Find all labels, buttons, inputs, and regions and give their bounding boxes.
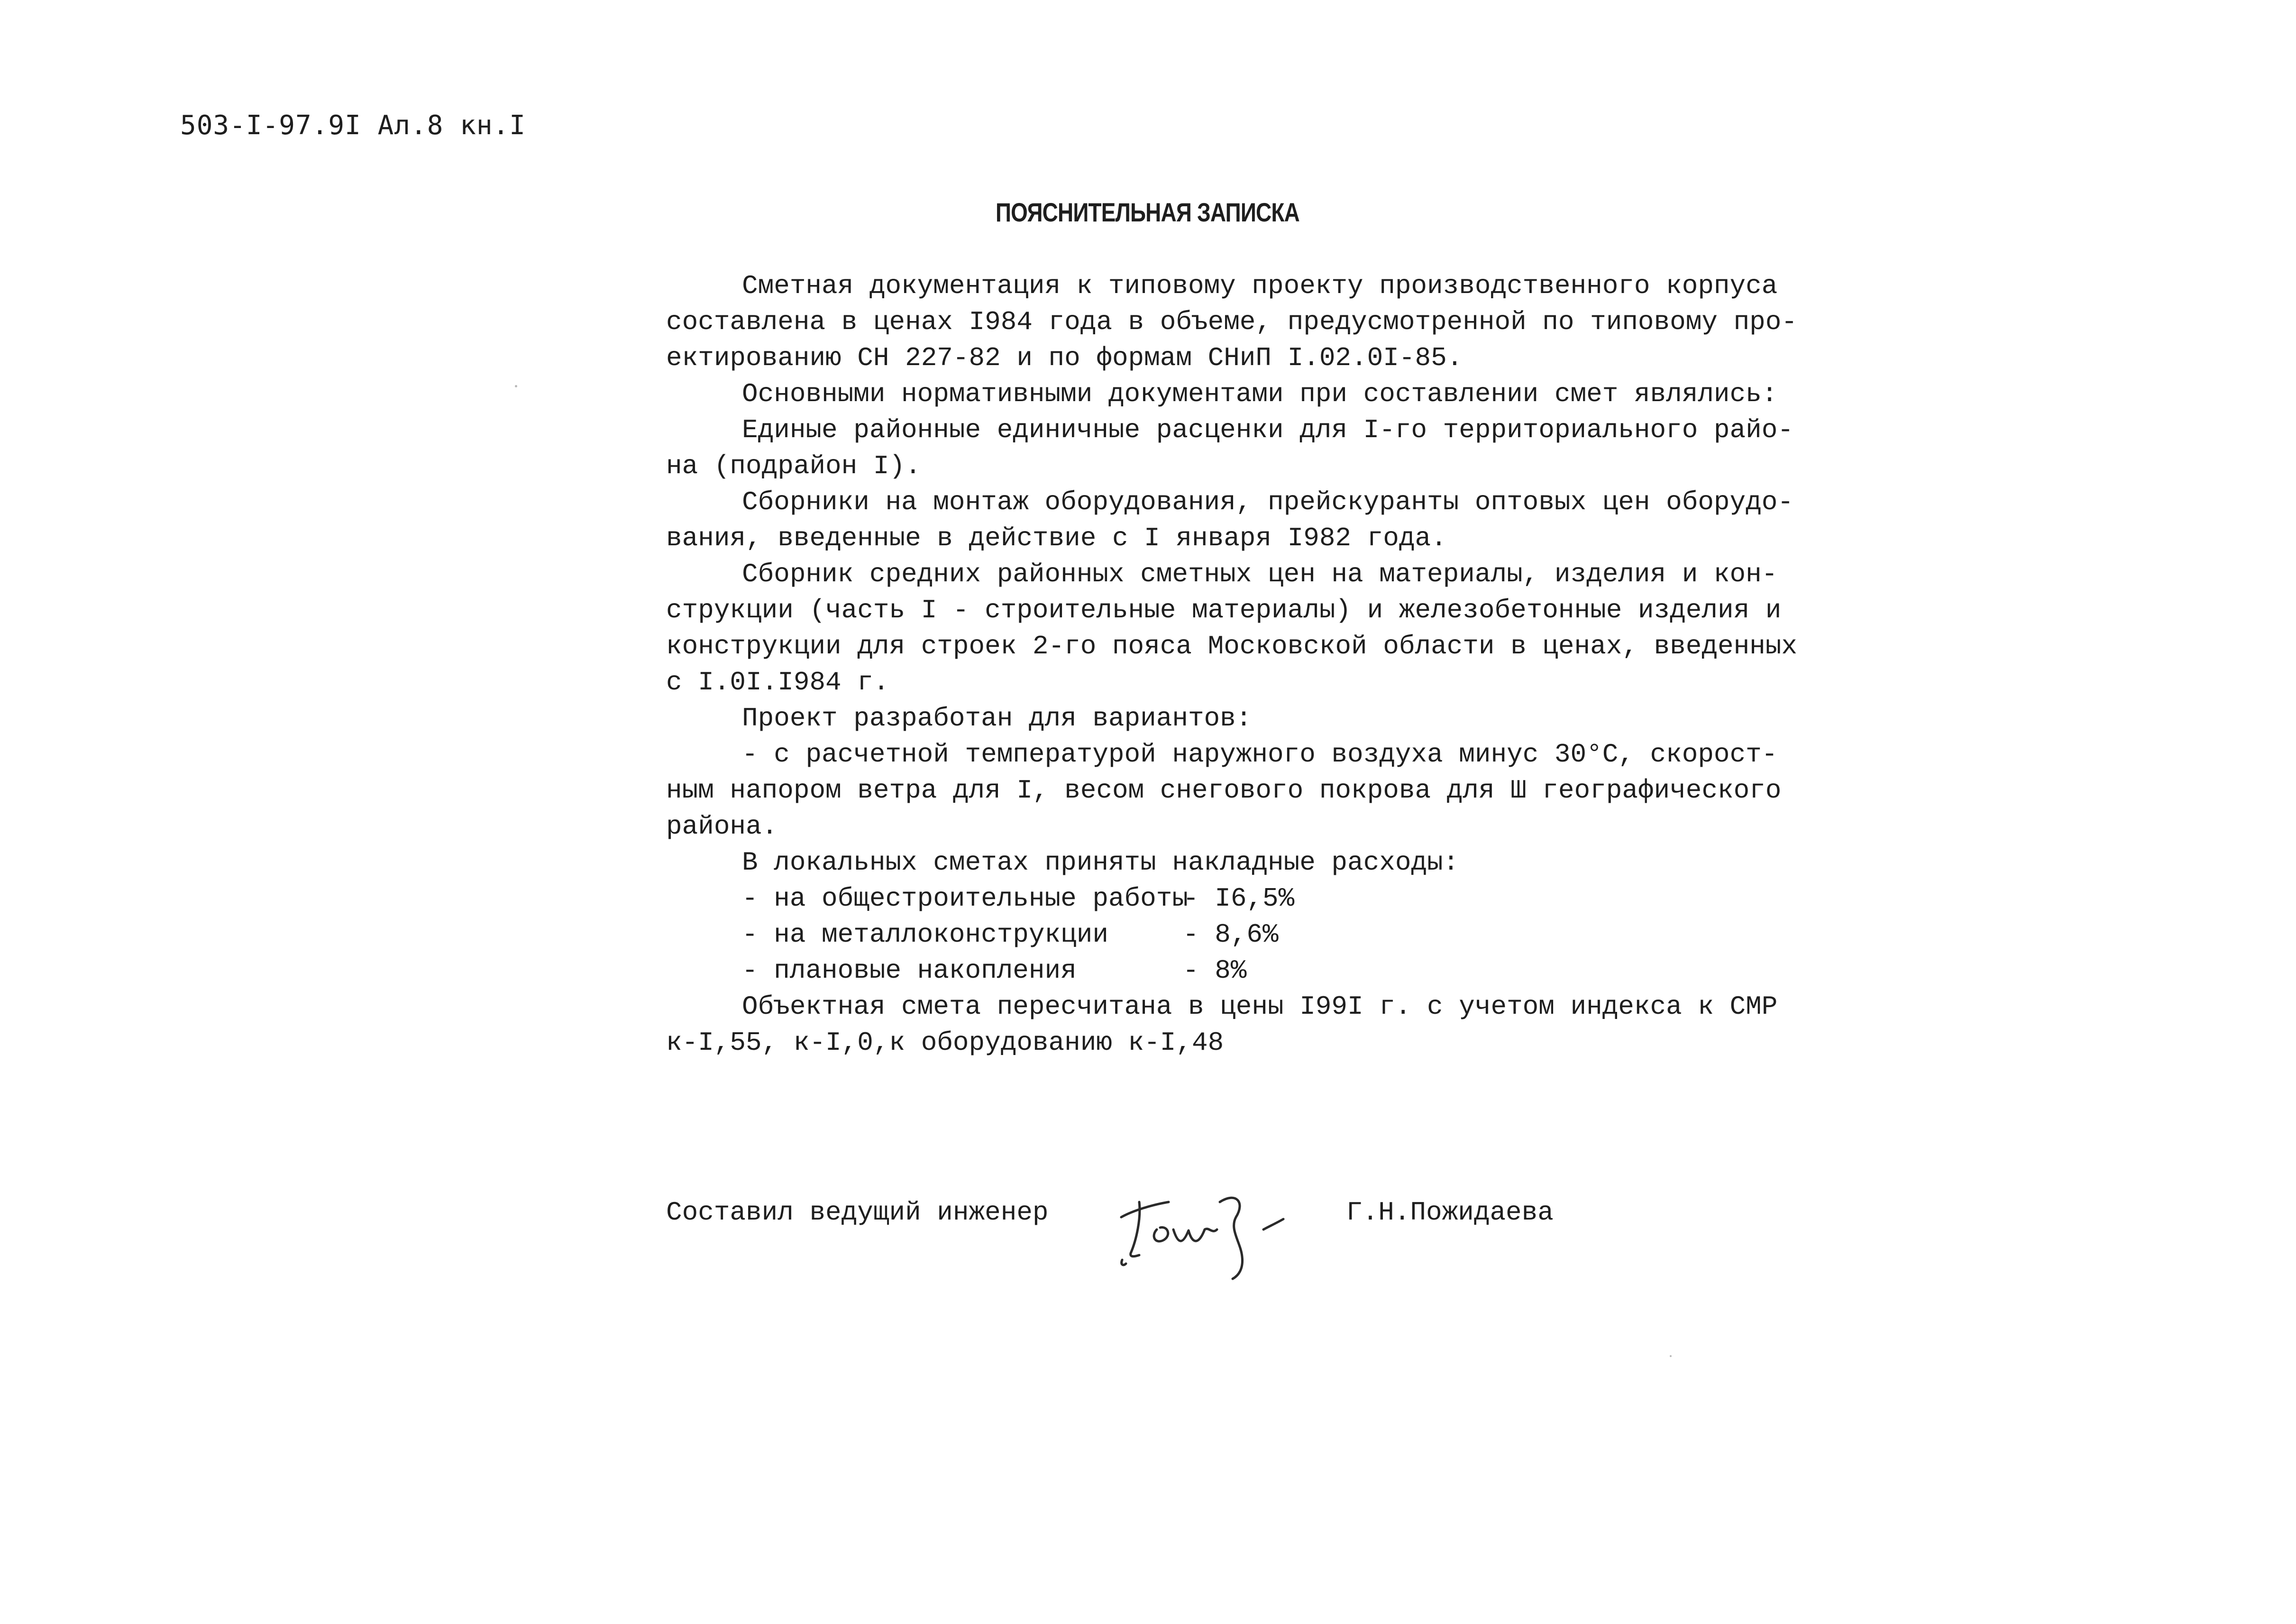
signature-block: [666, 1197, 1567, 1283]
overhead-row: [666, 953, 1723, 989]
overhead-value: - I6,5%: [1183, 883, 1295, 914]
paragraph-line: на (подрайон I).: [666, 451, 921, 481]
paragraph-line: В локальных сметах приняты накладные расходы:: [742, 847, 1459, 878]
paragraph-line: Сметная документация к типовому проекту производственного корпуса: [742, 271, 1778, 301]
paragraph-line: ным напором ветра для I, весом снегового покрова для Ш географического: [666, 775, 1782, 806]
paragraph-line: Сборники на монтаж оборудования, прейскуранты оптовых цен оборудо-: [742, 487, 1793, 517]
paragraph-line: Сборник средних районных сметных цен на материалы, изделия и кон-: [742, 559, 1778, 589]
signer-role: Составил ведущий инженер: [666, 1197, 1049, 1228]
paragraph-line: с I.0I.I984 г.: [666, 667, 889, 697]
paragraph-line: конструкции для строек 2-го пояса Московской области в ценах, введенных: [666, 631, 1797, 661]
paragraph-line: составлена в ценах I984 года в объеме, предусмотренной по типовому про-: [666, 307, 1797, 337]
overhead-value: - 8,6%: [1183, 919, 1279, 950]
paragraph-line: вания, введенные в действие с I января I982 года.: [666, 523, 1447, 553]
overhead-row: [666, 881, 1723, 917]
signer-name: Г.Н.Пожидаева: [1346, 1197, 1554, 1228]
paragraph-line: - с расчетной температурой наружного воздуха минус 30°С, скорост-: [742, 739, 1778, 770]
paragraph-line: Единые районные единичные расценки для I-го территориального райо-: [742, 415, 1793, 445]
overhead-value: - 8%: [1183, 955, 1247, 986]
page-title: ПОЯСНИТЕЛЬНАЯ ЗАПИСКА: [996, 197, 1299, 227]
paragraph-line: ектированию СН 227-82 и по формам СНиП I.02.0I-85.: [666, 343, 1463, 373]
paragraph-line: Основными нормативными документами при составлении смет являлись:: [742, 379, 1778, 409]
overhead-row: [666, 917, 1723, 953]
scan-speck: [515, 385, 517, 387]
note-body: [666, 268, 1797, 1061]
paragraph-line: района.: [666, 811, 778, 842]
overhead-label: - на металлоконструкции: [742, 919, 1108, 950]
overhead-label: - на общестроительные работы: [742, 883, 1188, 914]
paragraph-line: Объектная смета пересчитана в цены I99I г. с учетом индекса к СМР: [742, 991, 1778, 1022]
paragraph-line: струкции (часть I - строительные материалы) и железобетонные изделия и: [666, 595, 1782, 625]
paragraph-line: Проект разработан для вариантов:: [742, 703, 1252, 734]
overhead-label: - плановые накопления: [742, 955, 1077, 986]
document-code: 503-I-97.9I Ал.8 кн.I: [180, 110, 526, 141]
scan-speck: [1670, 1355, 1672, 1357]
paragraph-line: к-I,55, к-I,0,к оборудованию к-I,48: [666, 1028, 1224, 1058]
handwritten-signature: [1112, 1174, 1311, 1283]
